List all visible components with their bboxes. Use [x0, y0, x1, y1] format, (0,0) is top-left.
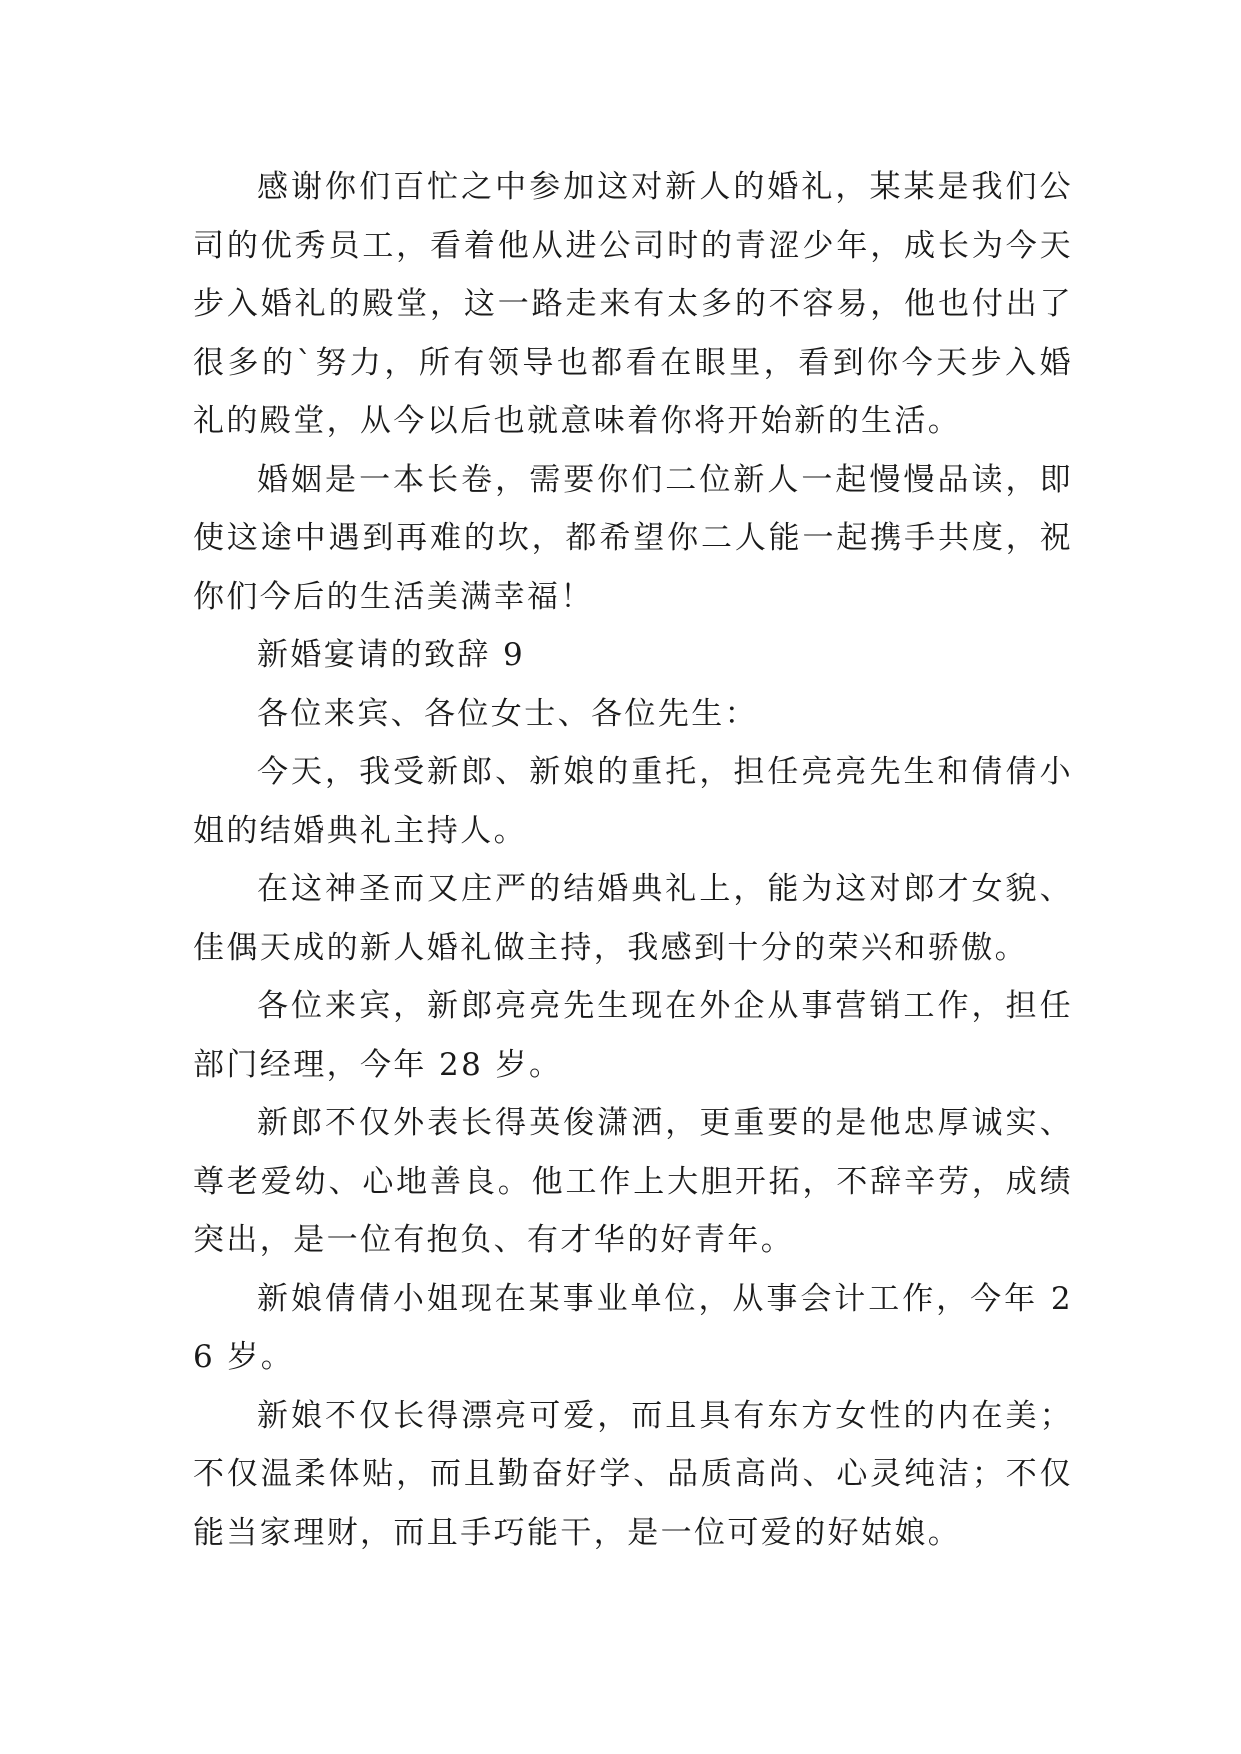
- section-heading: 新婚宴请的致辞 9: [257, 637, 526, 673]
- paragraph: 新娘倩倩小姐现在某事业单位，从事会计工作，今年 26 岁。: [193, 1280, 1073, 1375]
- salutation: 各位来宾、各位女士、各位先生：: [257, 695, 758, 732]
- paragraph: 新郎不仅外表长得英俊潇洒，更重要的是他忠厚诚实、尊老爱幼、心地善良。他工作上大胆开拓，不辞辛劳，成绩突出，是一位有抱负、有才华的好青年。: [193, 1105, 1073, 1258]
- paragraph: 感谢你们百忙之中参加这对新人的婚礼，某某是我们公司的优秀员工，看着他从进公司时的青涩少年，成长为今天步入婚礼的殿堂，这一路走来有太多的不容易，他也付出了很多的`努力，所有领导也都看在眼里，看到你今天步入婚礼的殿堂，从今以后也就意味着你将开始新的生活。: [193, 169, 1073, 439]
- paragraph: 婚姻是一本长卷，需要你们二位新人一起慢慢品读，即使这途中遇到再难的坎，都希望你二人能一起携手共度，祝你们今后的生活美满幸福！: [193, 461, 1073, 615]
- paragraph: 在这神圣而又庄严的结婚典礼上，能为这对郎才女貌、佳偶天成的新人婚礼做主持，我感到十分的荣兴和骄傲。: [193, 871, 1073, 966]
- paragraph: 新娘不仅长得漂亮可爱，而且具有东方女性的内在美；不仅温柔体贴，而且勤奋好学、品质高尚、心灵纯洁；不仅能当家理财，而且手巧能干，是一位可爱的好姑娘。: [193, 1397, 1073, 1551]
- paragraph: 各位来宾，新郎亮亮先生现在外企从事营销工作，担任部门经理，今年 28 岁。: [193, 988, 1073, 1083]
- paragraph: 今天，我受新郎、新娘的重托，担任亮亮先生和倩倩小姐的结婚典礼主持人。: [193, 754, 1073, 849]
- document-body: [193, 158, 1073, 1562]
